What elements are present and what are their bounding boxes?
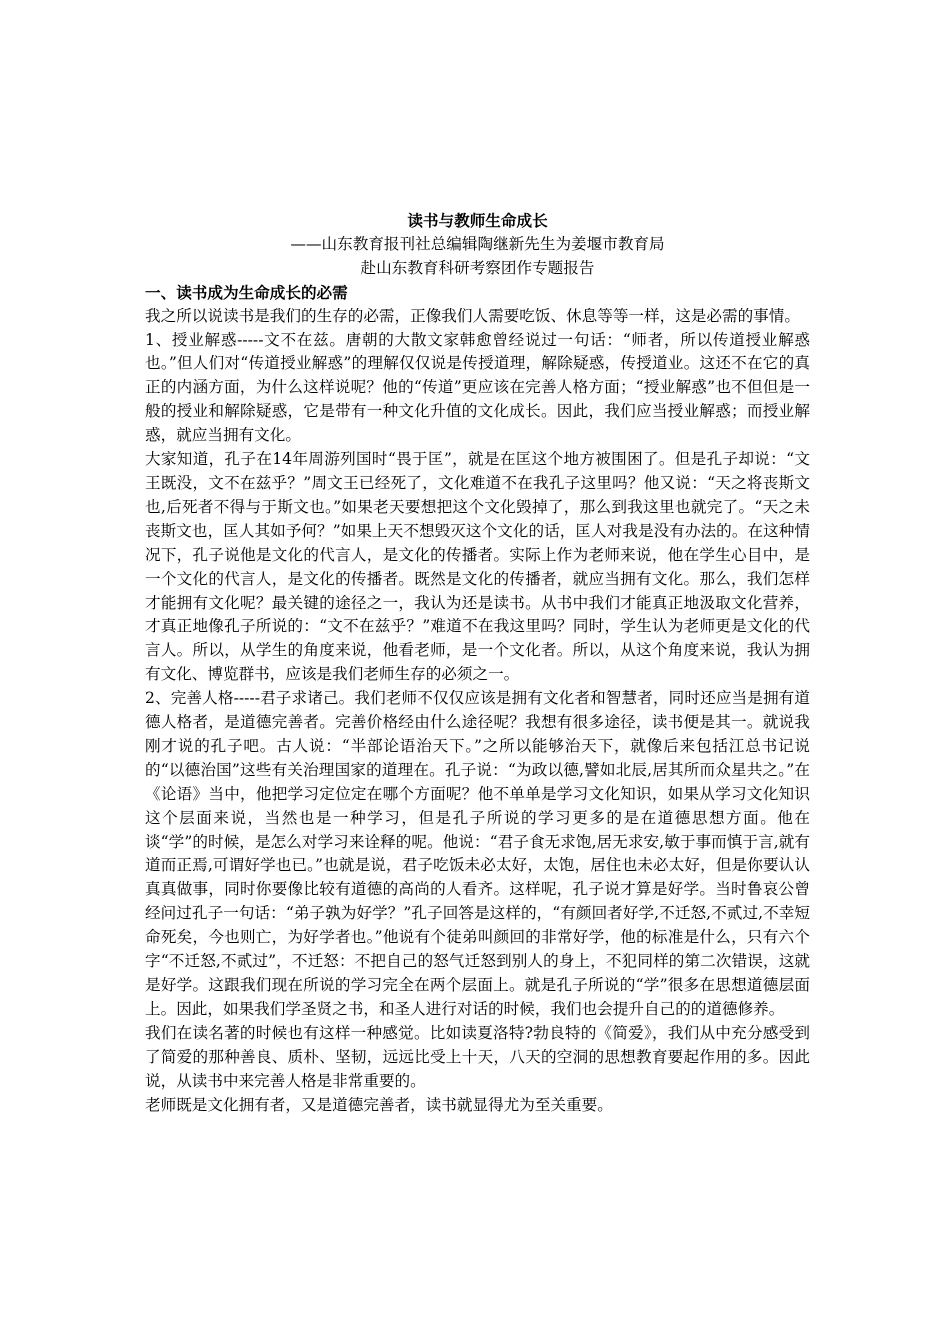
paragraph-confucius-culture: 大家知道，孔子在14年周游列国时“畏于匡”，就是在匡这个地方被围困了。但是孔子却说：“文王既没，文不在兹乎？”周文王已经死了，文化难道不在我孔子这里吗？他又说：“天之将丧斯文也,后死者不得与于斯文也。”如果老天要想把这个文化毁掉了，那么到我这里也就完了。“天之未丧斯文也，匡人其如予何？”如果上天不想毁灭这个文化的话，匡人对我是没有办法的。在这种情况下，孔子说他是文化的代言人，是文化的传播者。实际上作为老师来说，他在学生心目中，是一个文化的代言人，是文化的传播者。既然是文化的传播者，就应当拥有文化。那么，我们怎样才能拥有文化呢？最关键的途径之一，我认为还是读书。从书中我们才能真正地汲取文化营养，才真正地像孔子所说的：“文不在兹乎？”难道不在我这里吗？同时，学生认为老师更是文化的代言人。所以，从学生的角度来说，他看老师，是一个文化者。所以，从这个角度来说，我认为拥有文化、博览群书，应该是我们老师生存的必须之一。 bbox=[145, 450, 810, 684]
document-subtitle-line-1: ——山东教育报刊社总编辑陶继新先生为姜堰市教育局 bbox=[290, 234, 665, 253]
paragraph-intro: 我之所以说读书是我们的生存的必需，正像我们人需要吃饭、休息等等一样，这是必需的事情。 bbox=[145, 306, 800, 325]
paragraph-perfect-personality: 2、完善人格-----君子求诸己。我们老师不仅仅应该是拥有文化者和智慧者，同时还应当是拥有道德人格者，是道德完善者。完善价格经由什么途径呢？我想有很多途径，读书便是其一。就说我刚才说的孔子吧。古人说：“半部论语治天下。”之所以能够治天下，就像后来包括江总书记说的“以德治国”这些有关治理国家的道理在。孔子说：“为政以德,譬如北辰,居其所而众星共之。”在《论语》当中，他把学习定位定在哪个方面呢？他不单单是学习文化知识，如果从学习文化知识这个层面来说，当然也是一种学习，但是孔子所说的学习更多的是在道德思想方面。他在谈“学”的时候，是怎么对学习来诠释的呢。他说：“君子食无求饱,居无求安,敏于事而慎于言,就有道而正焉,可谓好学也已。”也就是说，君子吃饭未必太好，太饱，居住也未必太好，但是你要认认真真做事，同时你要像比较有道德的高尚的人看齐。这样呢，孔子说才算是好学。当时鲁哀公曾经问过孔子一句话：“弟子孰为好学？”孔子回答是这样的，“有颜回者好学,不迁怒,不贰过,不幸短命死矣，今也则亡，为好学者也。”他说有个徒弟叫颜回的非常好学，他的标准是什么，只有六个字“不迁怒,不贰过”，不迁怒：不把自己的怒气迁怒到别人的身上，不犯同样的第二次错误，这就是好学。这跟我们现在所说的学习完全在两个层面上。就是孔子所说的“学”很多在思想道德层面上。因此，如果我们学圣贤之书，和圣人进行对话的时候，我们也会提升自己的的道德修养。 bbox=[145, 689, 810, 1018]
paragraph-teaching: 1、授业解惑-----文不在兹。唐朝的大散文家韩愈曾经说过一句话：“师者，所以传道授业解惑也。”但人们对“传道授业解惑”的理解仅仅说是传授道理，解除疑惑，传授道业。这还不在它的真正的内涵方面，为什么这样说呢？他的“传道”更应该在完善人格方面；“授业解惑”也不但但是一般的授业和解除疑惑，它是带有一种文化升值的文化成长。因此，我们应当授业解惑；而授业解惑，就应当拥有文化。 bbox=[145, 330, 810, 445]
section-heading: 一、读书成为生命成长的必需 bbox=[145, 282, 348, 302]
document-title: 读书与教师生命成长 bbox=[407, 211, 548, 230]
paragraph-jane-eyre: 我们在读名著的时候也有这样一种感觉。比如读夏洛特?勃良特的《简爱》，我们从中充分感受到了简爱的那种善良、质朴、坚韧，远远比受上十天，八天的空洞的思想教育要起作用的多。因此说，从读书中来完善人格是非常重要的。 bbox=[145, 1023, 810, 1090]
document-subtitle-line-2: 赴山东教育科研考察团作专题报告 bbox=[360, 258, 595, 277]
document-page bbox=[145, 209, 810, 1117]
paragraph-conclusion: 老师既是文化拥有者，又是道德完善者，读书就显得尤为至关重要。 bbox=[145, 1095, 613, 1114]
